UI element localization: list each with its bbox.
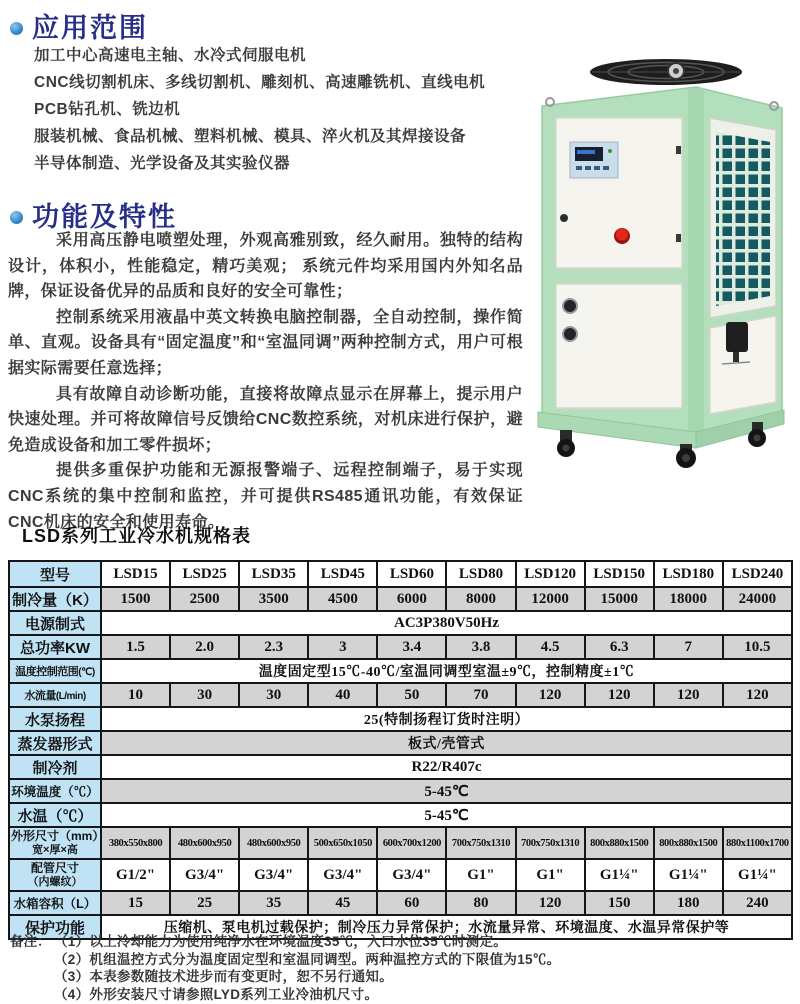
model-header-label: 型号 bbox=[9, 561, 101, 587]
table-row bbox=[9, 683, 792, 707]
value-cell: 6.3 bbox=[585, 635, 654, 659]
value-cell: 35 bbox=[239, 891, 308, 915]
value-cell: 8000 bbox=[446, 587, 515, 611]
feature-paragraph: 采用高压静电喷塑处理，外观高雅别致，经久耐用。独特的结构设计，体积小，性能稳定，精巧美观； 系统元件均采用国内外知名品牌，保证设备优异的品质和良好的安全可靠性； bbox=[8, 232, 523, 301]
value-cell: 15000 bbox=[585, 587, 654, 611]
table-row bbox=[9, 891, 792, 915]
model-header-cell: LSD240 bbox=[723, 561, 792, 587]
value-cell: 600x700x1200 bbox=[377, 827, 446, 859]
row-label: 水泵扬程 bbox=[9, 707, 101, 731]
value-cell: 50 bbox=[377, 683, 446, 707]
value-cell: 2500 bbox=[170, 587, 239, 611]
caster-wheel-icon bbox=[557, 430, 575, 457]
application-section-header bbox=[10, 6, 148, 45]
value-cell: 10.5 bbox=[723, 635, 792, 659]
vent-grid bbox=[716, 132, 770, 306]
chiller-illustration bbox=[526, 56, 798, 470]
corner-post bbox=[688, 88, 704, 438]
value-cell: 480x600x950 bbox=[239, 827, 308, 859]
span-value-cell: 压缩机、泵电机过载保护；制冷压力异常保护；水流量异常、环境温度、水温异常保护等 bbox=[101, 915, 792, 939]
value-cell: 4.5 bbox=[516, 635, 585, 659]
value-cell: 80 bbox=[446, 891, 515, 915]
row-label: 配管尺寸 （内螺纹） bbox=[9, 859, 101, 891]
value-cell: 12000 bbox=[516, 587, 585, 611]
note-item: （2）机组温控方式分为温度固定型和室温同调型。两种温控方式的下限值为15℃。 bbox=[54, 951, 561, 967]
value-cell: 500x650x1050 bbox=[308, 827, 377, 859]
row-label: 环境温度（℃） bbox=[9, 779, 101, 803]
application-list-item: 半导体制造、光学设备及其实验仪器 bbox=[34, 155, 291, 172]
notes-list bbox=[54, 933, 560, 1003]
row-label: 水箱容积（L） bbox=[9, 891, 101, 915]
model-header-cell: LSD150 bbox=[585, 561, 654, 587]
table-row bbox=[9, 611, 792, 635]
model-header-cell: LSD45 bbox=[308, 561, 377, 587]
table-row bbox=[9, 707, 792, 731]
chiller-product-image bbox=[526, 56, 798, 470]
model-header-cell: LSD80 bbox=[446, 561, 515, 587]
door-latch-icon bbox=[560, 214, 568, 222]
value-cell: G1¼" bbox=[585, 859, 654, 891]
value-cell: 30 bbox=[170, 683, 239, 707]
table-row bbox=[9, 779, 792, 803]
row-label: 水流量(L/min) bbox=[9, 683, 101, 707]
value-cell: G1¼" bbox=[723, 859, 792, 891]
value-cell: 380x550x800 bbox=[101, 827, 170, 859]
span-value-cell: R22/R407c bbox=[101, 755, 792, 779]
features-section-title: 功能及特性 bbox=[32, 202, 177, 232]
value-cell: G1" bbox=[446, 859, 515, 891]
row-label: 蒸发器形式 bbox=[9, 731, 101, 755]
value-cell: 700x750x1310 bbox=[516, 827, 585, 859]
table-row bbox=[9, 803, 792, 827]
value-cell: 10 bbox=[101, 683, 170, 707]
table-row bbox=[9, 587, 792, 611]
value-cell: 3.4 bbox=[377, 635, 446, 659]
value-cell: 120 bbox=[516, 891, 585, 915]
control-door bbox=[556, 118, 682, 268]
spec-table-title: LSD系列工业冷水机规格表 bbox=[22, 526, 251, 546]
table-row bbox=[9, 731, 792, 755]
value-cell: 240 bbox=[723, 891, 792, 915]
section-bullet-icon bbox=[10, 211, 23, 224]
features-paragraphs bbox=[8, 228, 523, 535]
row-label: 温度控制范围(℃) bbox=[9, 659, 101, 683]
value-cell: 1.5 bbox=[101, 635, 170, 659]
application-list-item: CNC线切割机床、多线切割机、雕刻机、高速雕铣机、直线电机 bbox=[34, 74, 486, 91]
application-section-title: 应用范围 bbox=[32, 13, 148, 43]
span-value-cell: 5-45℃ bbox=[101, 803, 792, 827]
value-cell: 3500 bbox=[239, 587, 308, 611]
row-label: 保护功能 bbox=[9, 915, 101, 939]
value-cell: 800x880x1500 bbox=[654, 827, 723, 859]
feature-paragraph: 具有故障自动诊断功能，直接将故障点显示在屏幕上，提示用户快速处理。并可将故障信号反馈给CNC数控系统，对机床进行保护，避免造成设备和加工零件损坏； bbox=[8, 385, 523, 454]
table-row bbox=[9, 859, 792, 891]
value-cell: 3 bbox=[308, 635, 377, 659]
value-cell: 3.8 bbox=[446, 635, 515, 659]
model-header-cell: LSD15 bbox=[101, 561, 170, 587]
span-value-cell: 25(特制扬程订货时注明） bbox=[101, 707, 792, 731]
value-cell: 70 bbox=[446, 683, 515, 707]
span-value-cell: 板式/壳管式 bbox=[101, 731, 792, 755]
controller-display bbox=[570, 142, 618, 178]
value-cell: 24000 bbox=[723, 587, 792, 611]
value-cell: 120 bbox=[585, 683, 654, 707]
application-list-item: 服装机械、食品机械、塑料机械、模具、淬火机及其焊接设备 bbox=[34, 128, 467, 145]
value-cell: 60 bbox=[377, 891, 446, 915]
feature-paragraph: 提供多重保护功能和无源报警端子、远程控制端子，易于实现CNC系统的集中控制和监控，并可提供RS485通讯功能，有效保证CNC机床的安全和使用寿命。 bbox=[8, 462, 523, 531]
value-cell: G3/4" bbox=[239, 859, 308, 891]
value-cell: 700x750x1310 bbox=[446, 827, 515, 859]
value-cell: G1" bbox=[516, 859, 585, 891]
value-cell: 15 bbox=[101, 891, 170, 915]
span-value-cell: 5-45℃ bbox=[101, 779, 792, 803]
value-cell: 180 bbox=[654, 891, 723, 915]
value-cell: 25 bbox=[170, 891, 239, 915]
value-cell: 40 bbox=[308, 683, 377, 707]
row-label: 制冷剂 bbox=[9, 755, 101, 779]
value-cell: 120 bbox=[723, 683, 792, 707]
fan-grill-icon bbox=[590, 59, 742, 85]
notes-section bbox=[10, 933, 792, 1003]
value-cell: G1/2" bbox=[101, 859, 170, 891]
model-header-cell: LSD25 bbox=[170, 561, 239, 587]
emergency-stop-button bbox=[614, 228, 630, 244]
value-cell: 2.0 bbox=[170, 635, 239, 659]
value-cell: G1¼" bbox=[654, 859, 723, 891]
row-label: 电源制式 bbox=[9, 611, 101, 635]
value-cell: 1500 bbox=[101, 587, 170, 611]
notes-label: 备注： bbox=[10, 934, 51, 949]
value-cell: 18000 bbox=[654, 587, 723, 611]
application-list-item: PCB钻孔机、铣边机 bbox=[34, 101, 181, 118]
table-row bbox=[9, 635, 792, 659]
spec-table bbox=[8, 560, 793, 940]
value-cell: 45 bbox=[308, 891, 377, 915]
value-cell: G3/4" bbox=[377, 859, 446, 891]
value-cell: 2.3 bbox=[239, 635, 308, 659]
span-value-cell: 温度固定型15℃-40℃/室温同调型室温±9℃，控制精度±1℃ bbox=[101, 659, 792, 683]
table-row bbox=[9, 659, 792, 683]
value-cell: G3/4" bbox=[170, 859, 239, 891]
application-list-item: 加工中心高速电主轴、水冷式伺服电机 bbox=[34, 47, 307, 64]
model-header-cell: LSD120 bbox=[516, 561, 585, 587]
model-header-cell: LSD60 bbox=[377, 561, 446, 587]
value-cell: 800x880x1500 bbox=[585, 827, 654, 859]
model-header-cell: LSD35 bbox=[239, 561, 308, 587]
row-label: 水温（℃） bbox=[9, 803, 101, 827]
row-label: 制冷量（K） bbox=[9, 587, 101, 611]
table-row bbox=[9, 827, 792, 859]
note-item: （4）外形安装尺寸请参照LYD系列工业冷油机尺寸。 bbox=[54, 986, 379, 1002]
value-cell: 880x1100x1700 bbox=[723, 827, 792, 859]
row-label: 总功率KW bbox=[9, 635, 101, 659]
row-label: 外形尺寸（mm） 宽×厚×高 bbox=[9, 827, 101, 859]
application-list bbox=[34, 42, 534, 177]
model-header-cell: LSD180 bbox=[654, 561, 723, 587]
value-cell: 6000 bbox=[377, 587, 446, 611]
span-value-cell: AC3P380V50Hz bbox=[101, 611, 792, 635]
value-cell: 120 bbox=[516, 683, 585, 707]
value-cell: 120 bbox=[654, 683, 723, 707]
value-cell: 7 bbox=[654, 635, 723, 659]
value-cell: 4500 bbox=[308, 587, 377, 611]
note-item: （1）以上冷却能力为使用纯净水在环境温度35℃，入口水位35℃时测定。 bbox=[54, 934, 508, 949]
value-cell: 480x600x950 bbox=[170, 827, 239, 859]
section-bullet-icon bbox=[10, 22, 23, 35]
feature-paragraph: 控制系统采用液晶中英文转换电脑控制器，全自动控制，操作简单、直观。设备具有“固定温度”和“室温同调”两种控制方式，用户可根据实际需要任意选择； bbox=[8, 308, 523, 377]
table-row bbox=[9, 755, 792, 779]
note-item: （3）本表参数随技术进步而有变更时，恕不另行通知。 bbox=[54, 969, 394, 985]
value-cell: 30 bbox=[239, 683, 308, 707]
table-header-row bbox=[9, 561, 792, 587]
value-cell: G3/4" bbox=[308, 859, 377, 891]
value-cell: 150 bbox=[585, 891, 654, 915]
